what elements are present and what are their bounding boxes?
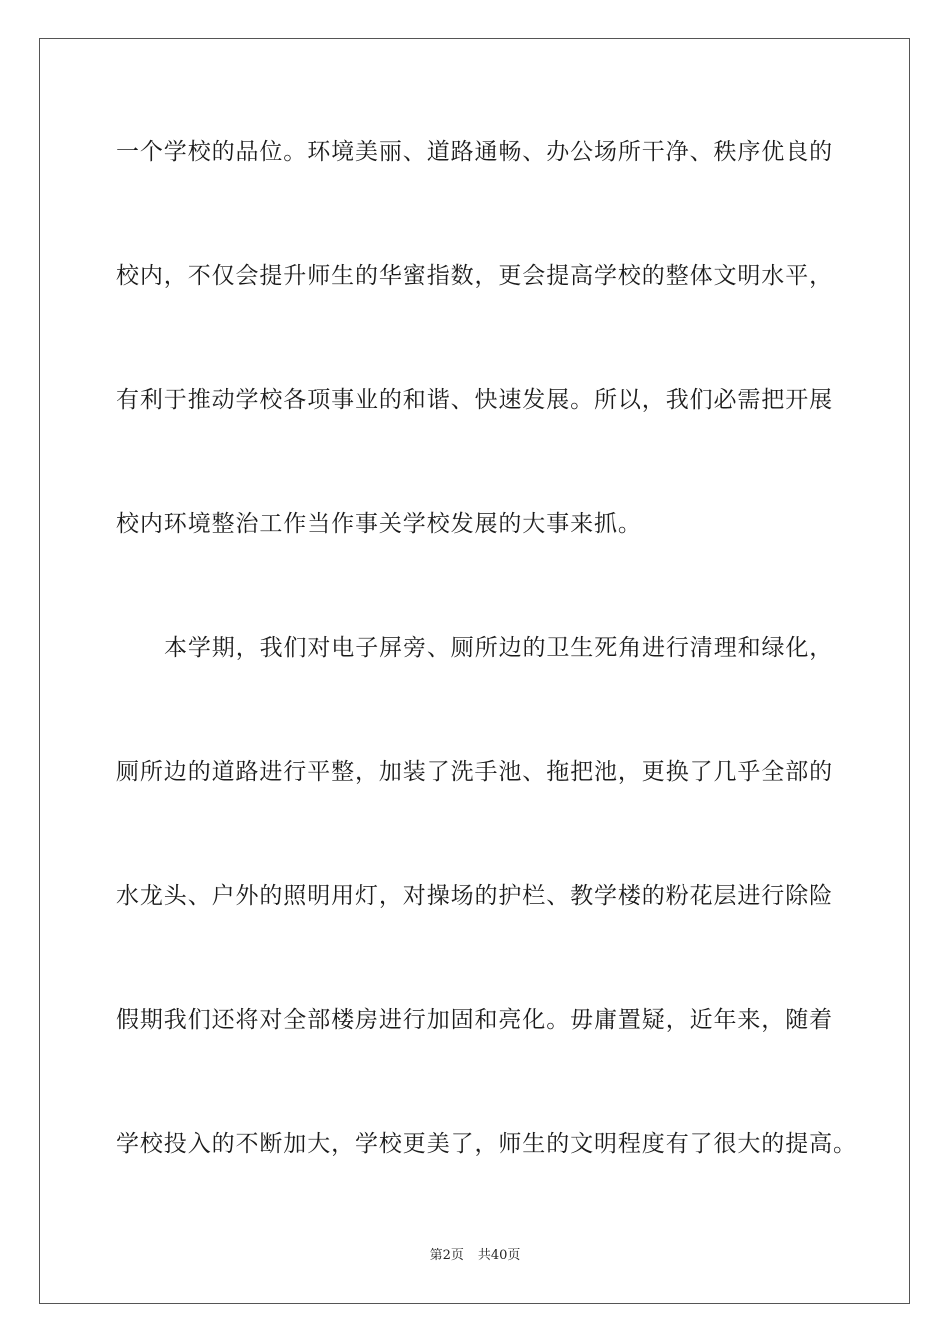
body-line-7: 水龙头、户外的照明用灯，对操场的护栏、教学楼的粉花层进行除险 [116, 883, 833, 909]
body-line-6: 厕所边的道路进行平整，加装了洗手池、拖把池，更换了几乎全部的 [116, 759, 833, 785]
body-line-4: 校内环境整治工作当作事关学校发展的大事来抓。 [116, 511, 642, 537]
body-line-2: 校内，不仅会提升师生的华蜜指数，更会提高学校的整体文明水平， [116, 263, 833, 289]
body-line-1: 一个学校的品位。环境美丽、道路通畅、办公场所干净、秩序优良的 [116, 139, 833, 165]
body-line-5: 本学期，我们对电子屏旁、厕所边的卫生死角进行清理和绿化， [164, 635, 834, 661]
page-total: 共40页 [477, 1248, 521, 1263]
page-footer [0, 1247, 950, 1265]
body-line-8: 假期我们还将对全部楼房进行加固和亮化。毋庸置疑，近年来，随着 [116, 1007, 833, 1033]
page-border [39, 38, 910, 1304]
page-number: 第2页 [429, 1248, 464, 1263]
body-line-3: 有利于推动学校各项事业的和谐、快速发展。所以，我们必需把开展 [116, 387, 833, 413]
body-line-9: 学校投入的不断加大，学校更美了，师生的文明程度有了很大的提高。 [116, 1131, 857, 1157]
